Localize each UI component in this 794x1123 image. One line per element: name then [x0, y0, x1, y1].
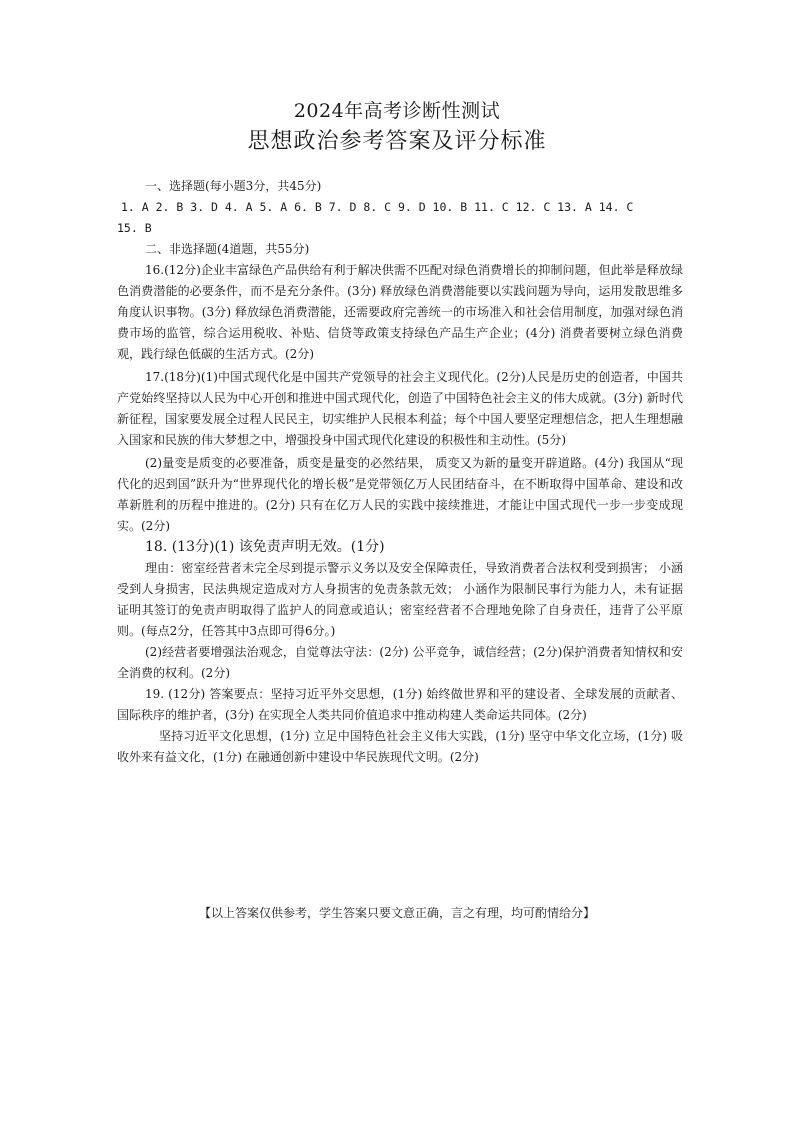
- answer-q19-part2: 坚持习近平文化思想，(1分) 立足中国特色社会主义伟大实践，(1分) 坚守中华文化立场，(1分) 吸收外来有益文化，(1分) 在融通创新中建设中华民族现代文明。(2分): [117, 729, 683, 764]
- choice-answers-line: 1. A 2. B 3. D 4. A 5. A 6. B 7. D 8. C 9. D 10. B 11. C 12. C 13. A 14. C: [121, 200, 634, 214]
- exam-title: 2024年高考诊断性测试: [293, 100, 501, 122]
- answer-q18-heading: 18. (13分)(1) 该免责声明无效。(1分): [145, 539, 385, 555]
- answer-q18-reason: 理由：密室经营者未完全尽到提示警示义务以及安全保障责任，导致消费者合法权利受到损害； 小涵受到人身损害，民法典规定造成对方人身损害的免责条款无效； 小涵作为限制民事行为能力人，未有证据证明其签订的免责声明取得了监护人的同意或追认；密室经营者不合理地免除了自身责任，违背了公平原则。(每点2分，任答其中3点即可得6分。): [117, 561, 683, 638]
- answer-q17-part1: 17.(18分)(1)中国式现代化是中国共产党领导的社会主义现代化。(2分)人民是历史的创造者，中国共产党始终坚持以人民为中心开创和推进中国式现代化，创造了中国特色社会主义的伟大成就。(3分) 新时代新征程，国家要发展全过程人民民主，切实维护人民根本利益；每个中国人要坚定理想信念，把人生理想融入国家和民族的伟大梦想之中，增强投身中国式现代化建设的积极性和主动性。(5分): [117, 370, 683, 447]
- answer-q16: 16.(12分)企业丰富绿色产品供给有利于解决供需不匹配对绿色消费增长的抑制问题，但此举是释放绿色消费潜能的必要条件，而不是充分条件。(3分) 释放绿色消费潜能要以实践问题为导向，运用发散思维多角度认识事物。(3分) 释放绿色消费潜能，还需要政府完善统一的市场准入和社会信用制度，加强对绿色消费市场的监管，综合运用税收、补贴、信贷等政策支持绿色产品生产企业；(4分) 消费者要树立绿色消费观，践行绿色低碳的生活方式。(2分): [117, 263, 683, 361]
- document-title: 思想政治参考答案及评分标准: [247, 129, 547, 154]
- answer-q18-part2: (2)经营者要增强法治观念，自觉尊法守法：(2分) 公平竞争，诚信经营；(2分)保护消费者知情权和安全消费的权利。(2分): [117, 645, 683, 680]
- choice-answers-line-2: 15. B: [117, 221, 152, 235]
- grading-note: 【以上答案仅供参考，学生答案只要文意正确，言之有理，均可酌情给分】: [198, 906, 595, 920]
- answer-q17-part2: (2)量变是质变的必要准备，质变是量变的必然结果， 质变又为新的量变开辟道路。(4分) 我国从“现代化的迟到国”跃升为“世界现代化的增长极”是党带领亿万人民团结奋斗，在不断取得中国革命、建设和改革新胜利的历程中推进的。(2分) 只有在亿万人民的实践中接续推进，才能让中国式现代一步一步变成现实。(2分): [117, 456, 683, 533]
- section-heading-choice: 一、选择题(每小题3分，共45分): [145, 179, 322, 193]
- section-heading-nonchoice: 二、非选择题(4道题，共55分): [145, 242, 310, 256]
- answer-body: [117, 176, 683, 768]
- answer-q19-part1: 19. (12分) 答案要点：坚持习近平外交思想，(1分) 始终做世界和平的建设者、全球发展的贡献者、国际秩序的维护者，(3分) 在实现全人类共同价值追求中推动构建人类命运共同体。(2分): [117, 687, 683, 722]
